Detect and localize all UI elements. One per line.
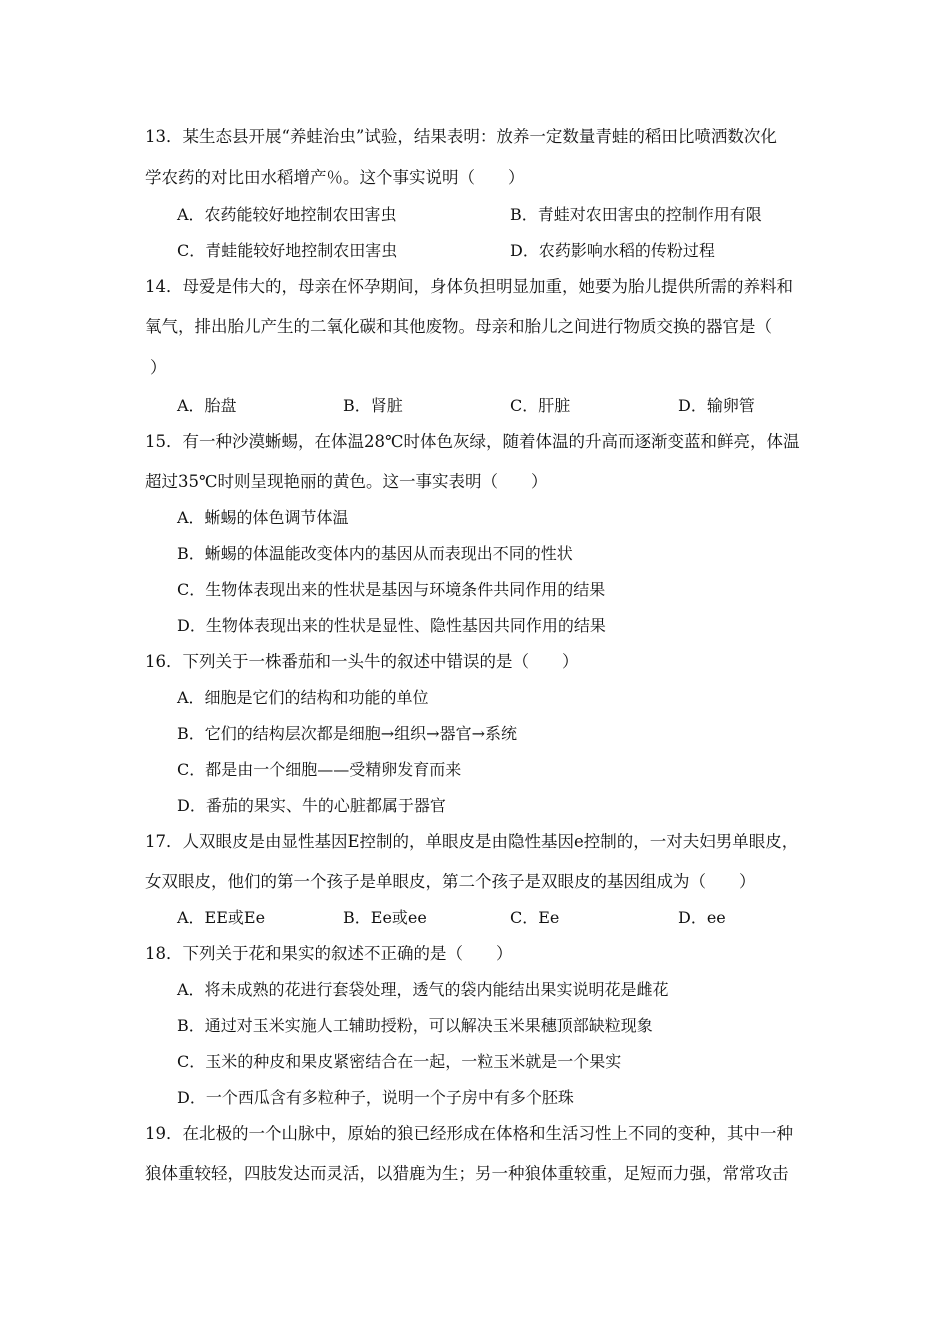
question-16-option-a: A．细胞是它们的结构和功能的单位 <box>177 688 429 707</box>
question-14-option-a: A．胎盘 <box>177 396 237 415</box>
question-16-option-c: C．都是由一个细胞——受精卵发育而来 <box>177 760 462 779</box>
question-14-option-b: B．肾脏 <box>343 396 403 415</box>
question-17-option-c: C．Ee <box>510 908 560 927</box>
question-18-option-a: A．将未成熟的花进行套袋处理，透气的袋内能结出果实说明花是雌花 <box>177 980 669 999</box>
question-13-line-1: 13．某生态县开展“养蛙治虫”试验，结果表明：放养一定数量青蛙的稻田比喷洒数次化 <box>145 127 777 146</box>
question-18-option-b: B．通过对玉米实施人工辅助授粉，可以解决玉米果穗顶部缺粒现象 <box>177 1016 653 1035</box>
question-14-line-3: ） <box>150 358 167 377</box>
question-14-option-d: D．输卵管 <box>678 396 755 415</box>
question-18-option-c: C．玉米的种皮和果皮紧密结合在一起，一粒玉米就是一个果实 <box>177 1052 622 1071</box>
question-19-line-2: 狼体重较轻，四肢发达而灵活，以猎鹿为生；另一种狼体重较重，足短而力强，常常攻击 <box>145 1164 789 1183</box>
question-15-option-c: C．生物体表现出来的性状是基因与环境条件共同作用的结果 <box>177 580 606 599</box>
question-17-option-b: B．Ee或ee <box>343 908 427 927</box>
question-14-option-c: C．肝脏 <box>510 396 571 415</box>
question-16-option-d: D．番茄的果实、牛的心脏都属于器官 <box>177 796 446 815</box>
question-13-option-a: A．农药能较好地控制农田害虫 <box>177 205 397 224</box>
question-17-line-1: 17．人双眼皮是由显性基因E控制的，单眼皮是由隐性基因e控制的，一对夫妇男单眼皮， <box>145 832 799 851</box>
question-19-line-1: 19．在北极的一个山脉中，原始的狼已经形成在体格和生活习性上不同的变种，其中一种 <box>145 1124 793 1143</box>
question-15-line-1: 15．有一种沙漠蜥蜴，在体温28℃时体色灰绿，随着体温的升高而逐渐变蓝和鲜亮，体温 <box>145 432 800 451</box>
question-15-option-b: B．蜥蜴的体温能改变体内的基因从而表现出不同的性状 <box>177 544 573 563</box>
question-18-line-1: 18．下列关于花和果实的叙述不正确的是（ ） <box>145 944 513 963</box>
question-13-option-d: D．农药影响水稻的传粉过程 <box>510 241 715 260</box>
question-16-line-1: 16．下列关于一株番茄和一头牛的叙述中错误的是（ ） <box>145 652 579 671</box>
question-15-option-d: D．生物体表现出来的性状是显性、隐性基因共同作用的结果 <box>177 616 606 635</box>
question-14-line-2: 氧气，排出胎儿产生的二氧化碳和其他废物。母亲和胎儿之间进行物质交换的器官是（ <box>145 317 772 336</box>
question-13-option-b: B．青蛙对农田害虫的控制作用有限 <box>510 205 762 224</box>
question-18-option-d: D．一个西瓜含有多粒种子，说明一个子房中有多个胚珠 <box>177 1088 574 1107</box>
question-17-line-2: 女双眼皮，他们的第一个孩子是单眼皮，第二个孩子是双眼皮的基因组成为（ ） <box>145 872 756 891</box>
question-13-option-c: C．青蛙能较好地控制农田害虫 <box>177 241 398 260</box>
question-13-line-2: 学农药的对比田水稻增产％。这个事实说明（ ） <box>145 168 525 187</box>
question-17-option-d: D．ee <box>678 908 726 927</box>
question-15-option-a: A．蜥蜴的体色调节体温 <box>177 508 349 527</box>
question-15-line-2: 超过35℃时则呈现艳丽的黄色。这一事实表明（ ） <box>145 472 548 491</box>
question-16-option-b: B．它们的结构层次都是细胞→组织→器官→系统 <box>177 724 517 743</box>
question-14-line-1: 14．母爱是伟大的，母亲在怀孕期间，身体负担明显加重，她要为胎儿提供所需的养料和 <box>145 277 793 296</box>
question-17-option-a: A．EE或Ee <box>177 908 266 927</box>
